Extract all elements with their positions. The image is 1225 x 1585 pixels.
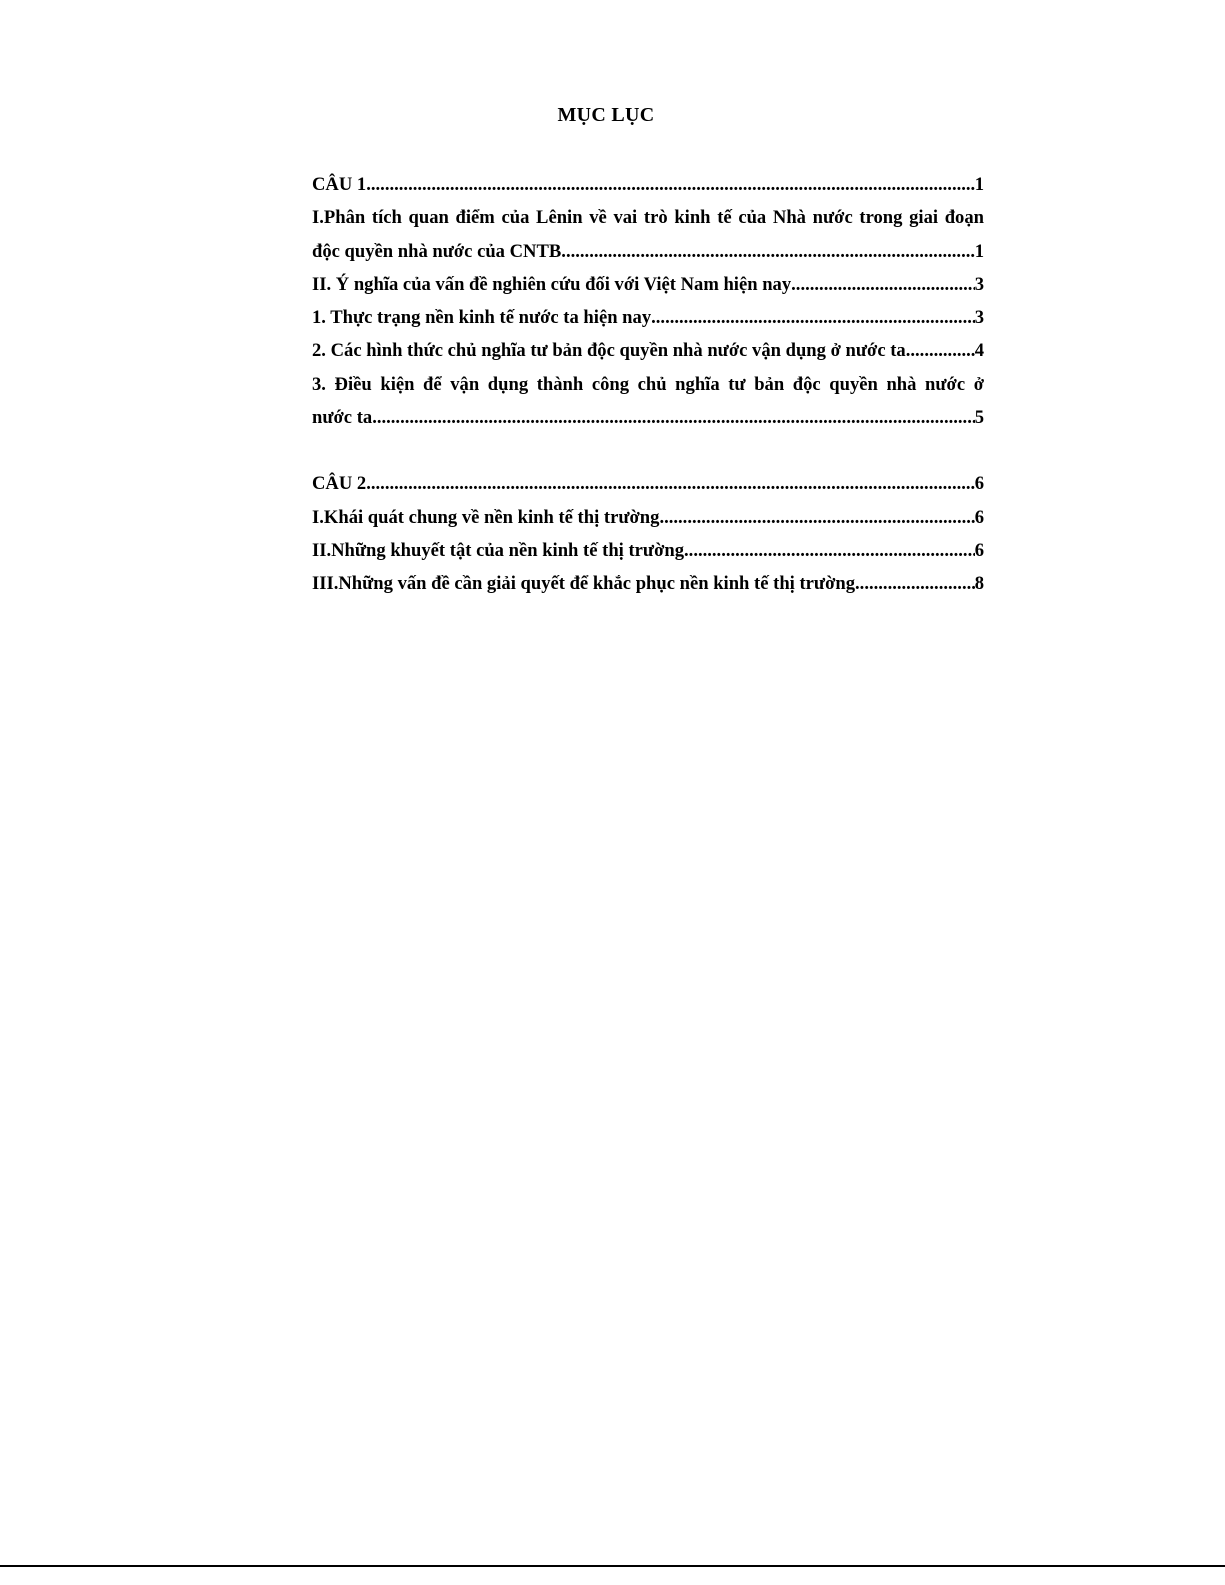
page-bottom-border [0, 1565, 1225, 1567]
toc-entry-success-conditions[interactable] [312, 368, 984, 435]
dot-leader [684, 534, 975, 567]
dot-leader [791, 268, 975, 301]
dot-leader [366, 168, 974, 201]
toc-page-number: 4 [974, 340, 984, 362]
section-gap [312, 434, 984, 467]
dot-leader [372, 401, 975, 434]
dot-leader [561, 235, 974, 268]
dot-leader [651, 301, 975, 334]
toc-page-number: 6 [974, 539, 984, 561]
toc-entry-cau-1[interactable] [312, 168, 984, 201]
toc-entry-economy-status[interactable] [312, 301, 984, 334]
toc-entry-text: CÂU 2 [312, 473, 367, 495]
toc-page-number: 5 [974, 407, 984, 429]
toc-entry-text: 1. Thực trạng nền kinh tế nước ta hiện nay [312, 307, 652, 329]
toc-page-number: 6 [974, 506, 984, 528]
toc-entry-vietnam-significance[interactable] [312, 268, 984, 301]
toc-page-number: 6 [974, 473, 984, 495]
toc-entry-text: CÂU 1 [312, 174, 367, 195]
toc-entry-lenin-analysis[interactable] [312, 201, 984, 268]
dot-leader [855, 567, 975, 600]
toc-entry-text: II.Những khuyết tật của nền kinh tế thị trường [312, 539, 685, 561]
toc-entry-cau-2[interactable] [312, 467, 984, 500]
toc-entry-capitalism-forms[interactable] [312, 334, 984, 367]
toc-entry-text-line1: 3. Điều kiện để vận dụng thành công chủ nghĩa tư bản độc quyền nhà nước ở [312, 373, 984, 395]
toc-entry-market-overview[interactable] [312, 501, 984, 534]
toc-entry-text: I.Khái quát chung về nền kinh tế thị trường [312, 506, 660, 528]
dot-leader [659, 501, 974, 534]
toc-page-number: 1 [974, 240, 984, 262]
toc-page-number: 1 [974, 174, 984, 195]
toc-page-number: 3 [974, 273, 984, 295]
toc-entry-text-line1: I.Phân tích quan điểm của Lênin về vai trò kinh tế của Nhà nước trong giai đoạn [312, 207, 984, 229]
toc-entry-text: nước ta [312, 407, 373, 429]
toc-page-number: 3 [974, 307, 984, 329]
table-of-contents [312, 168, 984, 601]
toc-entry-text: độc quyền nhà nước của CNTB [312, 240, 562, 262]
toc-entry-text: 2. Các hình thức chủ nghĩa tư bản độc quyền nhà nước vận dụng ở nước ta [312, 340, 906, 362]
dot-leader [366, 467, 974, 500]
dot-leader [906, 334, 975, 367]
toc-entry-text: III.Những vấn đề cần giải quyết để khắc phục nền kinh tế thị trường [312, 573, 856, 595]
toc-page-number: 8 [974, 573, 984, 595]
toc-entry-market-solutions[interactable] [312, 567, 984, 600]
toc-title: MỤC LỤC [557, 104, 655, 126]
toc-entry-market-defects[interactable] [312, 534, 984, 567]
toc-entry-text: II. Ý nghĩa của vấn đề nghiên cứu đối với Việt Nam hiện nay [312, 273, 792, 295]
